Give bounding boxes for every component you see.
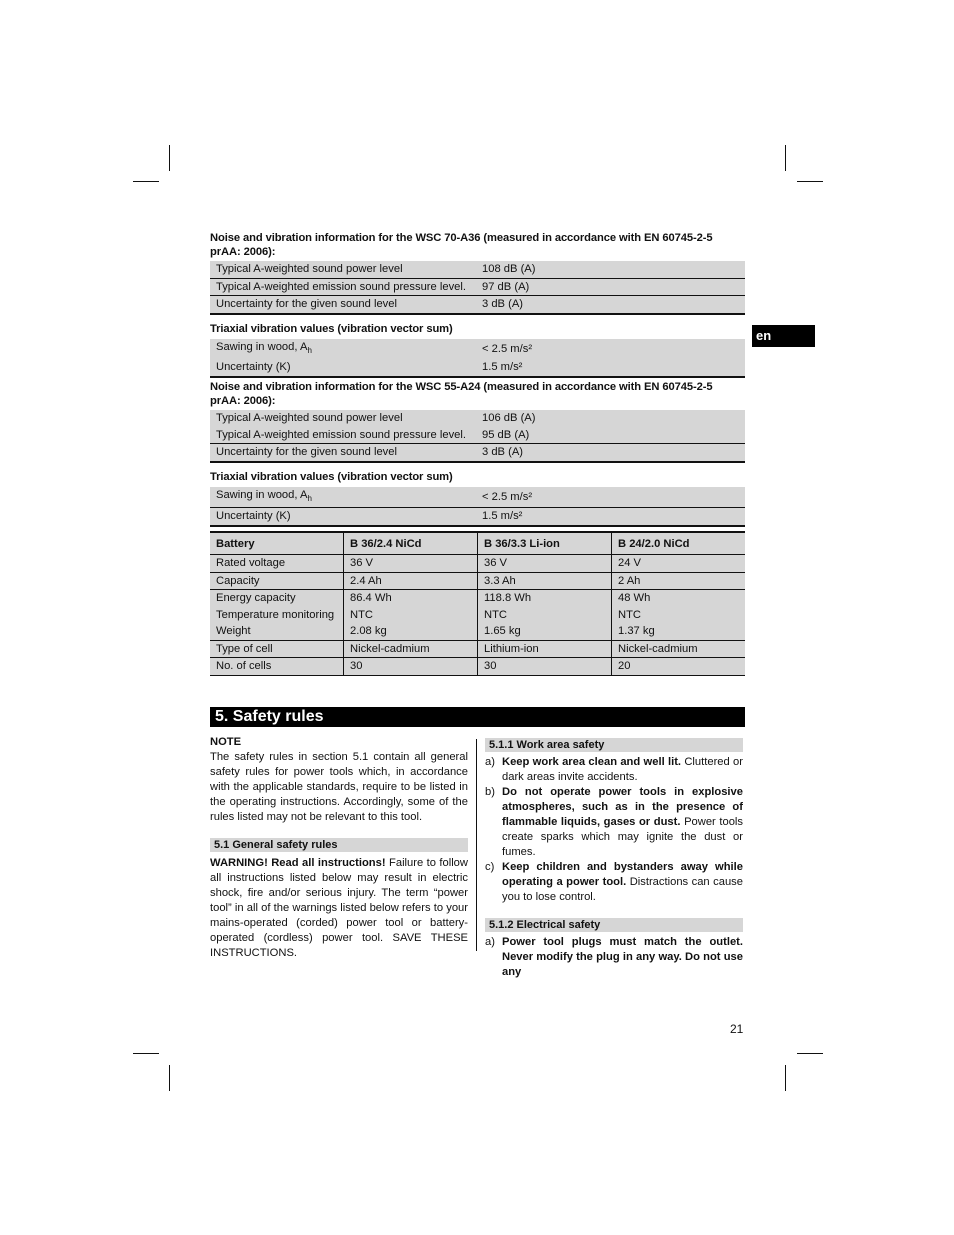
item-text: [502, 785, 743, 860]
table-cell: NTC: [478, 607, 612, 624]
crop-mark: [797, 181, 823, 182]
table-cell: Typical A-weighted sound power level: [210, 410, 476, 427]
table-cell: Lithium-ion: [478, 640, 612, 658]
table-row: [210, 339, 745, 359]
table-cell: 2.08 kg: [344, 623, 478, 640]
column-divider: [476, 739, 477, 951]
sawing-label: Sawing in wood, A: [216, 489, 308, 501]
noise-table: [210, 261, 745, 315]
item-label: c): [485, 861, 495, 873]
noise-section-wsc55: [210, 380, 745, 463]
table-cell: 1.65 kg: [478, 623, 612, 640]
item-rest: Power tools create sparks which may ignite the dust or fumes.: [502, 816, 744, 858]
page-number: 21: [730, 1022, 744, 1036]
table-cell: 24 V: [612, 555, 746, 573]
right-column: [485, 738, 743, 980]
table-cell: [210, 339, 476, 359]
item-label: b): [485, 786, 495, 798]
table-cell: 95 dB (A): [476, 427, 745, 444]
note-title: NOTE: [210, 736, 242, 748]
crop-mark: [785, 1065, 786, 1091]
table-cell: 2.4 Ah: [344, 572, 478, 590]
vibration-table: [210, 339, 745, 378]
note-text: The safety rules in section 5.1 contain all general safety rules for power tools which, in accordance with the applicable standards, require to be listed in the operating instructions. Accordingly, some of the rules listed may not be relevant to this tool.: [210, 751, 468, 823]
table-header: Battery: [210, 532, 344, 555]
item-text: [502, 935, 743, 980]
table-row: [210, 444, 745, 462]
table-cell: Capacity: [210, 572, 344, 590]
table-cell: Weight: [210, 623, 344, 640]
table-row: [210, 278, 745, 296]
table-row: [210, 623, 745, 640]
list-item: [485, 785, 743, 860]
table-cell: 48 Wh: [612, 590, 746, 607]
noise-section-wsc70: [210, 231, 745, 315]
table-row: [210, 410, 745, 427]
table-cell: NTC: [612, 607, 746, 624]
work-area-heading: 5.1.1 Work area safety: [485, 738, 743, 752]
crop-mark: [797, 1053, 823, 1054]
noise-heading: Noise and vibration information for the WSC 70-A36 (measured in accordance with EN 60745-2-5 prAA: 2006):: [210, 232, 713, 258]
table-row: [210, 590, 745, 607]
table-row: [210, 487, 745, 508]
section-title: 5. Safety rules: [210, 707, 745, 727]
warning-text: Failure to follow all instructions listed below may result in electric shock, fire and/or serious injury. The term “power tool” in all of the warnings listed below refers to your mains-operated (corded) power tool or battery-operated (cordless) power tool. SAVE THESE INSTRUCTIONS.: [210, 857, 468, 959]
electrical-heading: 5.1.2 Electrical safety: [485, 918, 743, 932]
table-cell: NTC: [344, 607, 478, 624]
general-rules-heading: 5.1 General safety rules: [210, 838, 468, 852]
sawing-label: Sawing in wood, A: [216, 341, 308, 353]
table-row: [210, 359, 745, 377]
table-cell: [210, 487, 476, 508]
table-row: [210, 261, 745, 278]
table-cell: 118.8 Wh: [478, 590, 612, 607]
table-header-row: [210, 532, 745, 555]
table-row: [210, 658, 745, 676]
table-header: B 24/2.0 NiCd: [612, 532, 746, 555]
list-item: [485, 755, 743, 785]
table-cell: 1.5 m/s²: [476, 508, 745, 526]
warning-paragraph: [210, 856, 468, 961]
battery-section: [210, 531, 745, 676]
table-cell: Typical A-weighted sound power level: [210, 261, 476, 278]
crop-mark: [133, 181, 159, 182]
table-cell: 3 dB (A): [476, 296, 745, 314]
table-row: [210, 427, 745, 444]
left-column: [210, 735, 468, 961]
table-cell: 108 dB (A): [476, 261, 745, 278]
item-label: a): [485, 936, 495, 948]
table-cell: 3 dB (A): [476, 444, 745, 462]
vibration-section-wsc70: [210, 322, 745, 378]
table-cell: < 2.5 m/s²: [476, 487, 745, 508]
table-cell: Type of cell: [210, 640, 344, 658]
item-rest: Distractions can cause you to lose control.: [502, 876, 743, 903]
battery-table: [210, 531, 745, 676]
table-row: [210, 640, 745, 658]
table-cell: 106 dB (A): [476, 410, 745, 427]
item-bold: Keep work area clean and well lit.: [502, 756, 682, 768]
table-cell: 86.4 Wh: [344, 590, 478, 607]
table-cell: Rated voltage: [210, 555, 344, 573]
table-cell: Typical A-weighted emission sound pressure level.: [210, 278, 476, 296]
subscript: h: [307, 494, 312, 504]
crop-mark: [169, 145, 170, 171]
table-cell: Nickel-cadmium: [612, 640, 746, 658]
table-cell: 30: [478, 658, 612, 676]
crop-mark: [133, 1053, 159, 1054]
table-cell: < 2.5 m/s²: [476, 339, 745, 359]
table-row: [210, 572, 745, 590]
item-bold: Power tool plugs must match the outlet. Never modify the plug in any way. Do not use any: [502, 936, 743, 978]
noise-table: [210, 410, 745, 463]
crop-mark: [785, 145, 786, 171]
table-cell: Typical A-weighted emission sound pressure level.: [210, 427, 476, 444]
table-row: [210, 555, 745, 573]
crop-mark: [169, 1065, 170, 1091]
item-bold: Do not operate power tools in explosive atmospheres, such as in the presence of flammable liquids, gases or dust.: [502, 786, 743, 828]
table-cell: Energy capacity: [210, 590, 344, 607]
table-header: B 36/2.4 NiCd: [344, 532, 478, 555]
list-item: [485, 860, 743, 905]
list-item: [485, 935, 743, 980]
table-cell: Uncertainty for the given sound level: [210, 296, 476, 314]
table-cell: Uncertainty (K): [210, 508, 476, 526]
table-row: [210, 607, 745, 624]
item-bold: Keep children and bystanders away while operating a power tool.: [502, 861, 743, 888]
warning-bold: WARNING! Read all instructions!: [210, 857, 386, 869]
table-cell: 1.5 m/s²: [476, 359, 745, 377]
vibration-table: [210, 487, 745, 527]
language-tab: en: [752, 325, 815, 347]
vibration-heading: Triaxial vibration values (vibration vector sum): [210, 471, 453, 483]
vibration-heading: Triaxial vibration values (vibration vector sum): [210, 323, 453, 335]
item-label: a): [485, 756, 495, 768]
table-cell: No. of cells: [210, 658, 344, 676]
noise-heading: Noise and vibration information for the WSC 55-A24 (measured in accordance with EN 60745-2-5 prAA: 2006):: [210, 381, 713, 407]
table-cell: 3.3 Ah: [478, 572, 612, 590]
table-cell: 97 dB (A): [476, 278, 745, 296]
table-row: [210, 296, 745, 314]
item-text: [502, 755, 743, 785]
table-cell: Uncertainty for the given sound level: [210, 444, 476, 462]
table-cell: 1.37 kg: [612, 623, 746, 640]
table-row: [210, 508, 745, 526]
vibration-section-wsc55: [210, 470, 745, 527]
item-rest: Cluttered or dark areas invite accidents.: [502, 756, 744, 783]
table-cell: Temperature monitoring: [210, 607, 344, 624]
subscript: h: [307, 346, 312, 356]
table-cell: Uncertainty (K): [210, 359, 476, 377]
table-cell: 36 V: [344, 555, 478, 573]
item-text: [502, 860, 743, 905]
table-cell: 20: [612, 658, 746, 676]
table-cell: 36 V: [478, 555, 612, 573]
table-cell: 30: [344, 658, 478, 676]
table-header: B 36/3.3 Li-ion: [478, 532, 612, 555]
table-cell: 2 Ah: [612, 572, 746, 590]
table-cell: Nickel-cadmium: [344, 640, 478, 658]
